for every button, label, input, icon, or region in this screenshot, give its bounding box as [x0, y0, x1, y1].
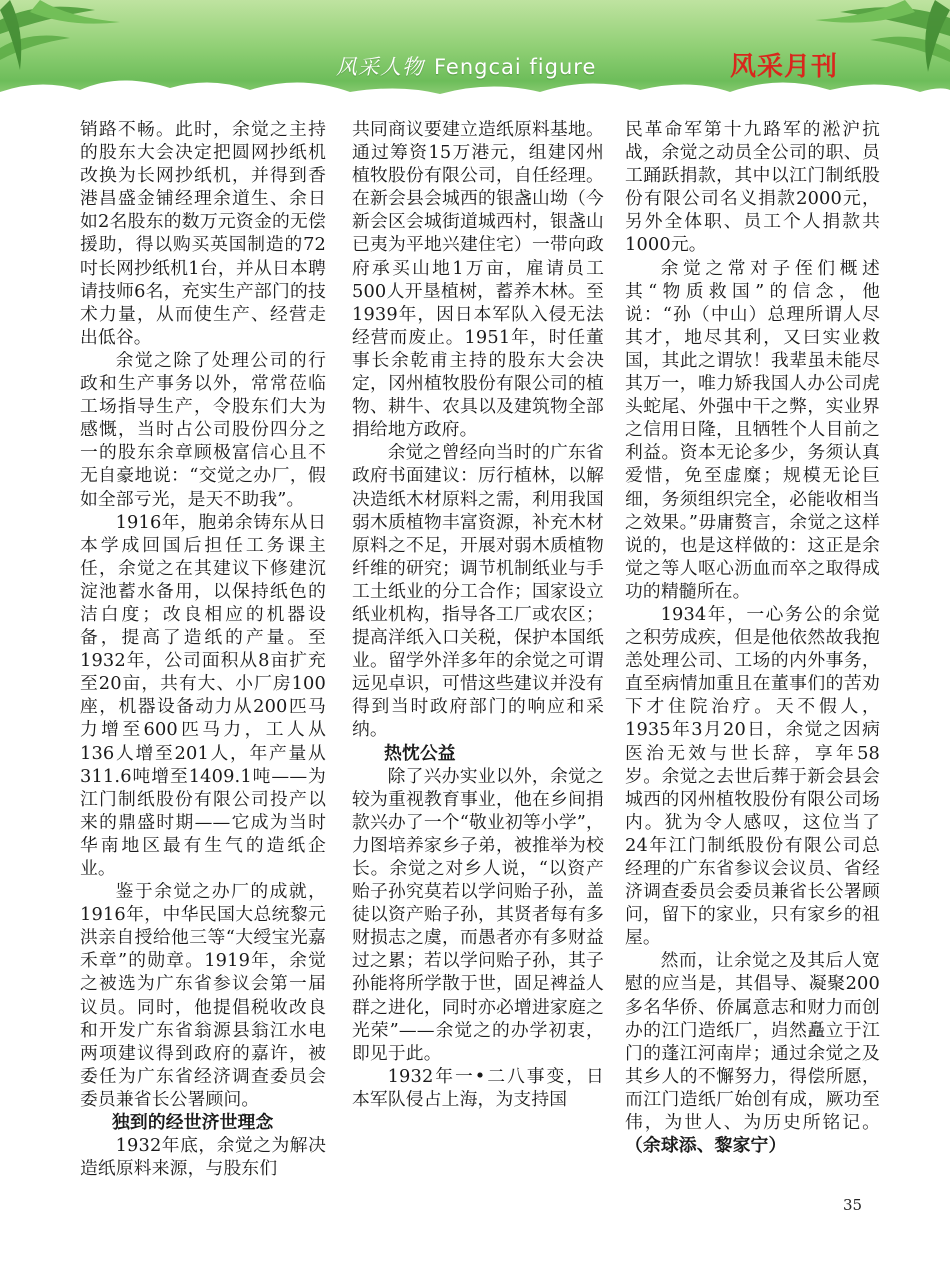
paragraph: 余觉之曾经向当时的广东省政府书面建议：厉行植林，以解决造纸木材原料之需，利用我国弱木质植物丰富资源，补充木材原料之不足，开展对弱木质植物纤维的研究；调节机制纸业与手工土纸业的分工合作；国家设立纸业机构，指导各工厂或农区；提高洋纸入口关税，保护本国纸业。留学外洋多年的余觉之可谓远见卓识，可惜这些建议并没有得到当时政府部门的响应和采纳。 [352, 442, 604, 741]
paragraph: 1934年，一心务公的余觉之积劳成疾，但是他依然故我抱恙处理公司、工场的内外事务，直至病情加重且在董事们的苦劝下才住院治疗。天不假人，1935年3月20日，余觉之因病医治无效与世长辞，享年58岁。余觉之去世后葬于新会县会城西的冈州植牧股份有限公司场内。犹为令人感叹，这位当了24年江门制纸股份有限公司总经理的广东省参议会议员、省经济调查委员会委员兼省长公署顾问，留下的家业，只有家乡的祖屋。 [625, 603, 880, 949]
paragraph: 销路不畅。此时，余觉之主持的股东大会决定把圆网抄纸机改换为长网抄纸机，并得到香港昌盛金铺经理余道生、余日如2名股东的数万元资金的无偿援助，得以购买英国制造的72吋长网抄纸机1台，并从日本聘请技师6名，充实生产部门的技术力量，从而使生产、经营走出低谷。 [80, 119, 326, 348]
section-heading: 热忱公益 [384, 742, 456, 764]
paragraph: 1932年一•二八事变，日本军队侵占上海，为支持国 [352, 1065, 604, 1110]
closing-text: 然而，让余觉之及其后人宽慰的应当是，其倡导、凝聚200多名华侨、侨属意志和财力而创办的江门造纸厂，岿然矗立于江门的蓬江河南岸；通过余觉之及其乡人的不懈努力，得偿所愿，而江门造纸厂始创有成，厥功至伟，为世人、为历史所铭记。 [625, 950, 880, 1134]
paragraph: 除了兴办实业以外，余觉之较为重视教育事业，他在乡间捐款兴办了一个“敬业初等小学”，力图培养家乡子弟，被推举为校长。余觉之对乡人说，“以资产贻子孙究莫若以学问贻子孙，盖徒以资产贻子孙，其贤者每有多财损志之虞，而愚者亦有多财益过之累；若以学问贻子孙，其子孙能将所学散于世，固足裨益人群之进化，同时亦必增进家庭之光荣”——余觉之的办学初衷，即见于此。 [352, 765, 604, 1064]
paragraph: 余觉之除了处理公司的行政和生产事务以外，常常莅临工场指导生产，令股东们大为感慨，当时占公司股份四分之一的股东余章顾极富信心且不无自豪地说：“交觉之办厂，假如全部亏光，是天不助我”。 [80, 349, 326, 510]
paragraph: 鉴于余觉之办厂的成就，1916年，中华民国大总统黎元洪亲自授给他三等“大绶宝光嘉禾章”的勋章。1919年，余觉之被选为广东省参议会第一届议员。同时，他提倡税收改良和开发广东省翁源县翁江水电两项建议得到政府的嘉许，被委任为广东省经济调查委员会委员兼省长公署顾问。 [80, 881, 326, 1110]
header-banner [0, 0, 950, 108]
paragraph: 共同商议要建立造纸原料基地。通过筹资15万港元，组建冈州植牧股份有限公司，自任经理。在新会县会城西的银盏山坳（今新会区会城街道城西村，银盏山已夷为平地兴建住宅）一带向政府承买山地1万亩，雇请员工500人开垦植树，蓄养木林。至1939年，因日本军队入侵无法经营而废止。1951年，时任董事长余乾甫主持的股东大会决定，冈州植牧股份有限公司的植物、耕牛、农具以及建筑物全部捐给地方政府。 [352, 119, 604, 441]
section-title-en: Fengcai figure [434, 55, 597, 79]
article-column-3 [625, 118, 880, 1157]
author-credit: （余球添、黎家宁） [625, 1135, 787, 1157]
paragraph: 民革命军第十九路军的淞沪抗战，余觉之动员全公司的职、员工踊跃捐款，其中以江门制纸股份有限公司名义捐款2000元，另外全体职、员工个人捐款共1000元。 [625, 119, 880, 256]
section-title [336, 50, 596, 84]
section-title-cn: 风采人物 [336, 55, 424, 79]
paragraph: 1932年底，余觉之为解决造纸原料来源，与股东们 [80, 1135, 326, 1180]
paragraph [625, 949, 880, 1157]
magazine-brand: 风采月刊 [730, 52, 839, 82]
paragraph: 1916年，胞弟余铸东从日本学成回国后担任工务课主任，余觉之在其建议下修建沉淀池蓄水备用，以保持纸色的洁白度；改良相应的机器设备，提高了造纸的产量。至1932年，公司面积从8亩扩充至20亩，共有大、小厂房100座，机器设备动力从200匹马力增至600匹马力，工人从136人增至201人，年产量从311.6吨增至1409.1吨——为江门制纸股份有限公司投产以来的鼎盛时期——它成为当时华南地区最有生气的造纸企业。 [80, 511, 326, 879]
article-column-1 [80, 118, 326, 1180]
article-column-2 [352, 118, 604, 1111]
paragraph: 余觉之常对子侄们概述其“物质救国”的信念，他说：“孙（中山）总理所谓人尽其才，地尽其利，又曰实业救国，其此之谓欤！我辈虽未能尽其万一，唯力矫我国人办公司虎头蛇尾、外强中干之弊，实业界之信用日隆，且牺牲个人目前之利益。资本无论多少，务须认真爱惜，免至虚糜；规模无论巨细，务须组织完全，必能收相当之效果。”毋庸赘言，余觉之这样说的，也是这样做的：这正是余觉之等人呕心沥血而卒之取得成功的精髓所在。 [625, 257, 880, 602]
page-number: 35 [843, 1196, 863, 1214]
section-heading: 独到的经世济世理念 [112, 1112, 274, 1134]
bamboo-leaves-left-icon [0, 0, 120, 70]
